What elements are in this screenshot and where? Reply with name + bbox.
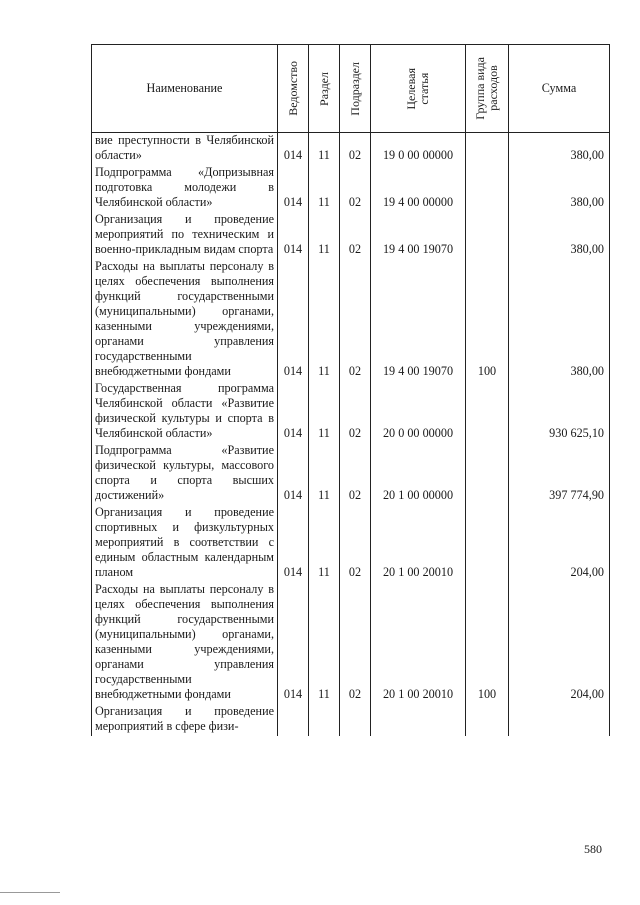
table-row [92,582,610,704]
row-department [278,704,309,736]
row-target [371,704,466,736]
row-section: 11 [309,133,340,166]
row-subsection: 02 [340,381,371,443]
row-section [309,704,340,736]
row-target: 19 0 00 00000 [371,133,466,166]
row-name: Расходы на выплаты персоналу в целях обеспечения выполнения функций государственными (муниципальными) органами, казенными учреждениями, органами управления государственными внебюджетными фондами [92,582,278,704]
row-name: Расходы на выплаты персоналу в целях обеспечения выполнения функций государственными (муниципальными) органами, казенными учреждениями, органами управления государственными внебюджетными фондами [92,259,278,381]
table-row [92,133,610,166]
row-subsection: 02 [340,259,371,381]
row-section: 11 [309,381,340,443]
row-subsection: 02 [340,443,371,505]
row-department: 014 [278,582,309,704]
header-name: Наименование [92,45,278,133]
header-amount: Сумма [509,45,610,133]
row-amount: 930 625,10 [509,381,610,443]
row-section: 11 [309,165,340,212]
table-row [92,505,610,582]
table-row [92,381,610,443]
row-expense-group [466,133,509,166]
row-section: 11 [309,443,340,505]
row-subsection: 02 [340,582,371,704]
row-target: 19 4 00 19070 [371,259,466,381]
row-department: 014 [278,443,309,505]
row-section: 11 [309,582,340,704]
row-section: 11 [309,505,340,582]
row-name: Подпрограмма «Допризывная подготовка молодежи в Челябинской области» [92,165,278,212]
row-amount: 380,00 [509,133,610,166]
row-department: 014 [278,165,309,212]
table-row [92,704,610,736]
row-expense-group: 100 [466,259,509,381]
row-subsection [340,704,371,736]
row-name: вие преступности в Челябинской области» [92,133,278,166]
row-expense-group [466,443,509,505]
row-target: 20 1 00 20010 [371,505,466,582]
row-target: 19 4 00 19070 [371,212,466,259]
row-amount: 204,00 [509,582,610,704]
row-name: Подпрограмма «Развитие физической культуры, массового спорта и спорта высших достижений» [92,443,278,505]
row-name: Организация и проведение мероприятий по техническим и военно-прикладным видам спорта [92,212,278,259]
row-expense-group [466,381,509,443]
table-row [92,259,610,381]
row-subsection: 02 [340,133,371,166]
row-amount: 380,00 [509,212,610,259]
row-target: 20 0 00 00000 [371,381,466,443]
row-expense-group [466,165,509,212]
footer-divider [0,892,60,893]
row-department: 014 [278,259,309,381]
row-department: 014 [278,505,309,582]
row-amount: 380,00 [509,259,610,381]
row-subsection: 02 [340,505,371,582]
row-target: 20 1 00 20010 [371,582,466,704]
row-department: 014 [278,381,309,443]
header-target: Целевая статья [371,45,466,133]
row-amount [509,704,610,736]
row-expense-group [466,212,509,259]
row-expense-group [466,704,509,736]
row-subsection: 02 [340,165,371,212]
row-name: Государственная программа Челябинской области «Развитие физической культуры и спорта в Челябинской области» [92,381,278,443]
table-row [92,443,610,505]
row-amount: 397 774,90 [509,443,610,505]
row-expense-group: 100 [466,582,509,704]
row-department: 014 [278,133,309,166]
table-row [92,212,610,259]
budget-table [91,44,610,736]
row-section: 11 [309,259,340,381]
row-expense-group [466,505,509,582]
header-section: Раздел [309,45,340,133]
page-number: 580 [584,842,602,856]
row-name: Организация и проведение спортивных и физкультурных мероприятий в соответствии с единым областным календарным планом [92,505,278,582]
row-department: 014 [278,212,309,259]
row-target: 20 1 00 00000 [371,443,466,505]
header-subsection: Подраздел [340,45,371,133]
table-row [92,165,610,212]
row-section: 11 [309,212,340,259]
header-department: Ведомство [278,45,309,133]
header-expense-group: Группа вида расходов [466,45,509,133]
row-name: Организация и проведение мероприятий в сфере физи- [92,704,278,736]
row-amount: 204,00 [509,505,610,582]
table-header-row [92,45,610,133]
row-amount: 380,00 [509,165,610,212]
row-target: 19 4 00 00000 [371,165,466,212]
row-subsection: 02 [340,212,371,259]
